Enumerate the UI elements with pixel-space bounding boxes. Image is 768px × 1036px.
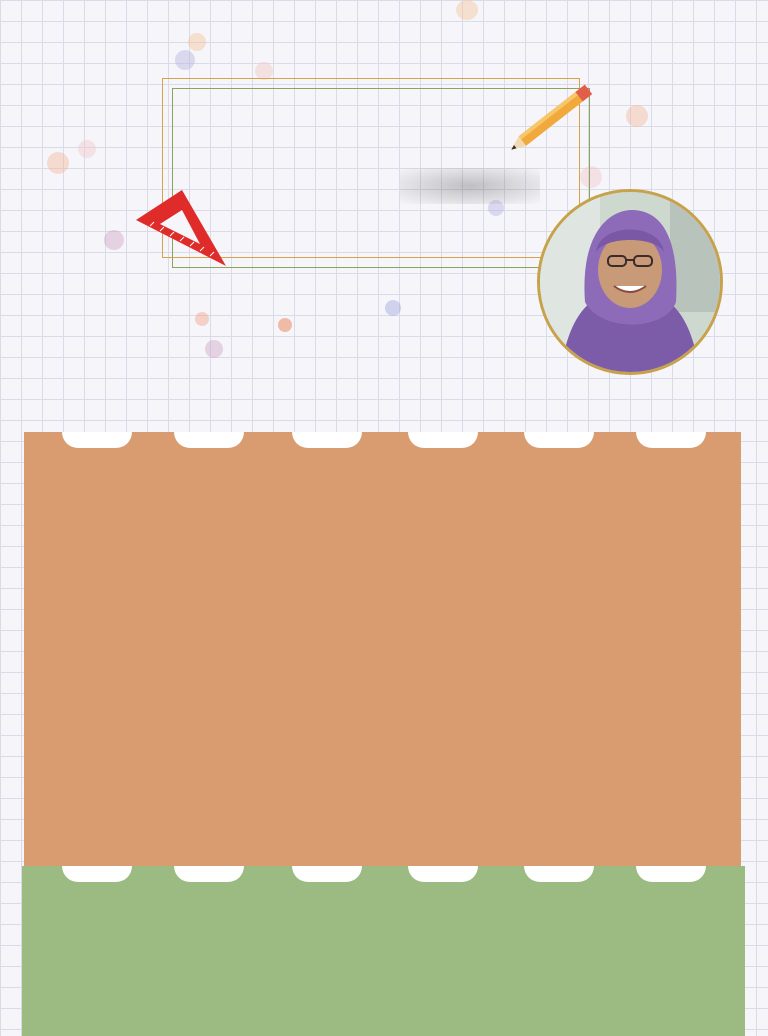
decor-dot <box>456 0 478 20</box>
decor-dot <box>188 33 206 51</box>
card-notch <box>62 432 132 448</box>
card-notch <box>408 432 478 448</box>
decor-dot <box>78 140 96 158</box>
card-notch <box>174 432 244 448</box>
decor-dot <box>104 230 124 250</box>
card-notch <box>292 432 362 448</box>
decor-dot <box>626 105 648 127</box>
pencil-icon <box>505 70 610 158</box>
card-notch <box>292 866 362 882</box>
card-notch <box>636 432 706 448</box>
card-notch <box>636 866 706 882</box>
title-shadow <box>400 168 540 204</box>
decor-dot <box>47 152 69 174</box>
pencil-row-bottom <box>180 758 600 868</box>
section-card-formatif <box>22 866 745 1036</box>
card-notch <box>62 866 132 882</box>
ruler-triangle-icon <box>130 188 240 272</box>
card-notch <box>408 866 478 882</box>
pencil-row-top <box>0 322 768 434</box>
decor-dot <box>175 50 195 70</box>
card-notch <box>174 866 244 882</box>
card-notch <box>524 866 594 882</box>
card-notch <box>524 432 594 448</box>
decor-dot <box>385 300 401 316</box>
